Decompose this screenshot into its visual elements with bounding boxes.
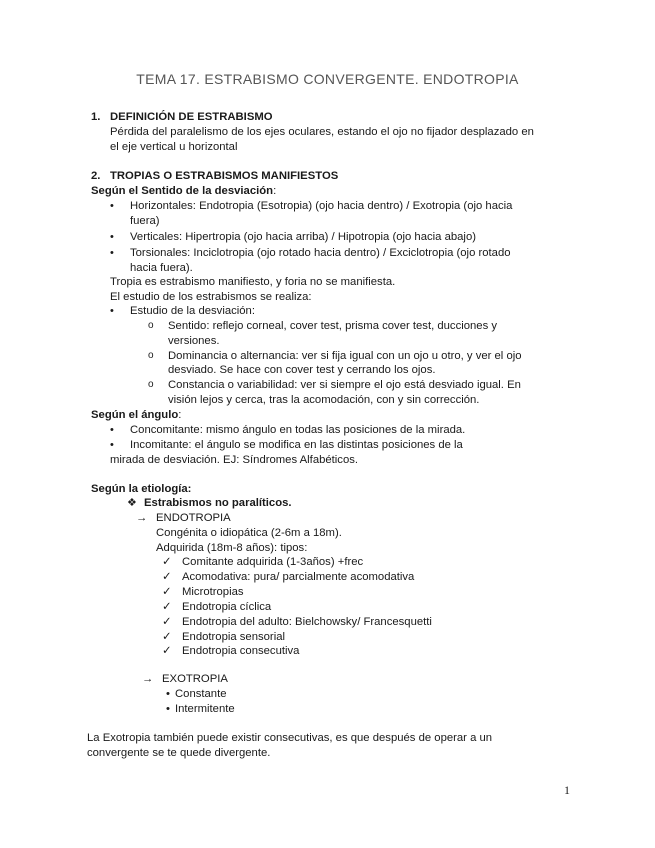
page-number: 1 bbox=[564, 783, 570, 797]
circle-bullet-icon: o bbox=[148, 350, 154, 361]
circle-bullet-icon: o bbox=[148, 379, 154, 390]
check-item: Acomodativa: pura/ parcialmente acomodativa bbox=[182, 571, 415, 583]
check-icon: ✓ bbox=[162, 586, 172, 598]
constancia-line2: visión lejos y cerca, tras la acomodación, con y sin corrección. bbox=[168, 394, 480, 406]
torsionales-line2: hacia fuera). bbox=[130, 262, 193, 274]
dominancia-line1: Dominancia o alternancia: ver si fija igual con un ojo u otro, y ver el ojo bbox=[168, 350, 522, 362]
congenita-text: Congénita o idiopática (2-6m a 18m). bbox=[156, 527, 342, 539]
page-title: TEMA 17. ESTRABISMO CONVERGENTE. ENDOTROPIA bbox=[136, 71, 519, 87]
check-icon: ✓ bbox=[162, 571, 172, 583]
section-number-2: 2. bbox=[91, 170, 101, 182]
definition-text-line1: Pérdida del paralelismo de los ejes oculares, estando el ojo no fijador desplazado en bbox=[110, 126, 534, 138]
check-item: Microtropias bbox=[182, 586, 244, 598]
arrow-icon: → bbox=[136, 512, 148, 524]
incomitante-line1: Incomitante: el ángulo se modifica en las distintas posiciones de la bbox=[130, 439, 463, 451]
adquirida-text: Adquirida (18m-8 años): tipos: bbox=[156, 542, 308, 554]
exotropia-item: Constante bbox=[175, 688, 227, 700]
constancia-line1: Constancia o variabilidad: ver si siempre el ojo está desviado igual. En bbox=[168, 379, 521, 391]
horizontales-line2: fuera) bbox=[130, 215, 160, 227]
horizontales-line1: Horizontales: Endotropia (Esotropia) (ojo hacia dentro) / Exotropia (ojo hacia bbox=[130, 200, 513, 212]
check-icon: ✓ bbox=[162, 645, 172, 657]
bullet-icon: • bbox=[110, 200, 114, 212]
concomitante-text: Concomitante: mismo ángulo en todas las posiciones de la mirada. bbox=[130, 424, 466, 436]
definition-text-line2: el eje vertical u horizontal bbox=[110, 141, 238, 153]
arrow-icon: → bbox=[142, 673, 154, 685]
exotropia-item: Intermitente bbox=[175, 703, 235, 715]
check-item: Comitante adquirida (1-3años) +frec bbox=[182, 556, 364, 568]
sentido-line1: Sentido: reflejo corneal, cover test, prisma cover test, ducciones y bbox=[168, 320, 498, 332]
torsionales-line1: Torsionales: Inciclotropia (ojo rotado hacia dentro) / Exciclotropia (ojo rotado bbox=[130, 247, 511, 259]
bullet-icon: • bbox=[166, 688, 170, 700]
check-icon: ✓ bbox=[162, 616, 172, 628]
estudio-intro: El estudio de los estrabismos se realiza: bbox=[110, 291, 312, 303]
final-note-line1: La Exotropia también puede existir consecutivas, es que después de operar a un bbox=[87, 732, 493, 744]
check-item: Endotropia del adulto: Bielchowsky/ Francesquetti bbox=[182, 616, 432, 628]
bullet-icon: • bbox=[110, 247, 114, 259]
check-icon: ✓ bbox=[162, 601, 172, 613]
sentido-line2: versiones. bbox=[168, 335, 220, 347]
check-icon: ✓ bbox=[162, 631, 172, 643]
check-item: Endotropia cíclica bbox=[182, 601, 272, 613]
tropia-note: Tropia es estrabismo manifiesto, y foria no se manifiesta. bbox=[110, 276, 396, 288]
check-icon: ✓ bbox=[162, 556, 172, 568]
no-paraliticos-heading: Estrabismos no paralíticos. bbox=[144, 497, 292, 509]
section-heading-2: TROPIAS O ESTRABISMOS MANIFIESTOS bbox=[110, 170, 339, 182]
circle-bullet-icon: o bbox=[148, 320, 154, 331]
estudio-desviacion: Estudio de la desviación: bbox=[130, 305, 255, 317]
bullet-icon: • bbox=[110, 305, 114, 317]
bullet-icon: • bbox=[110, 231, 114, 243]
dominancia-line2: desviado. Se hace con cover test y cerrando los ojos. bbox=[168, 364, 436, 376]
bullet-icon: • bbox=[166, 703, 170, 715]
check-item: Endotropia consecutiva bbox=[182, 645, 300, 657]
bullet-icon: • bbox=[110, 439, 114, 451]
verticales-text: Verticales: Hipertropia (ojo hacia arriba) / Hipotropia (ojo hacia abajo) bbox=[130, 231, 476, 243]
final-note-line2: convergente se te quede divergente. bbox=[87, 747, 271, 759]
section-heading-1: DEFINICIÓN DE ESTRABISMO bbox=[110, 111, 273, 123]
diamond-bullet-icon: ❖ bbox=[127, 497, 137, 509]
bullet-icon: • bbox=[110, 424, 114, 436]
angulo-subheading: Según el ángulo: bbox=[91, 409, 182, 421]
exotropia-heading: EXOTROPIA bbox=[162, 673, 228, 685]
incomitante-line2: mirada de desviación. EJ: Síndromes Alfabéticos. bbox=[110, 454, 359, 466]
section-number-1: 1. bbox=[91, 111, 101, 123]
endotropia-heading: ENDOTROPIA bbox=[156, 512, 231, 524]
sentido-subheading: Según el Sentido de la desviación: bbox=[91, 185, 277, 197]
etiologia-subheading: Según la etiología: bbox=[91, 483, 192, 495]
check-item: Endotropia sensorial bbox=[182, 631, 285, 643]
